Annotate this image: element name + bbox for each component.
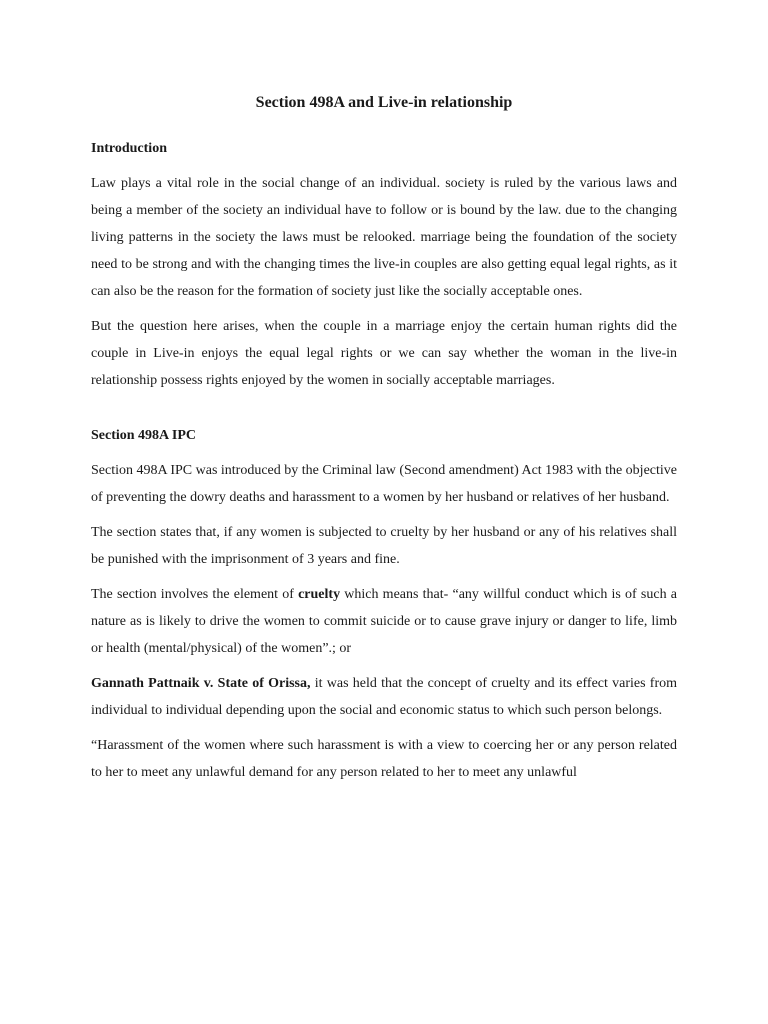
intro-paragraph-1: Law plays a vital role in the social change of an individual. society is ruled by the various laws and being a member of the society an individual have to follow or is bound by the law. due to the changing living patterns in the society the laws must be relooked. marriage being the foundation of the society need to be strong and with the changing times the live-in couples are also getting equal legal rights, as it can also be the reason for the formation of society just like the socially acceptable ones. xyxy=(91,176,677,299)
intro-paragraph-2: But the question here arises, when the couple in a marriage enjoy the certain human rights did the couple in Live-in enjoys the equal legal rights or we can say whether the woman in the live-in relationship possess rights enjoyed by the women in socially acceptable marriages. xyxy=(91,319,677,388)
document-title: Section 498A and Live-in relationship xyxy=(255,94,513,111)
ipc-paragraph-1: Section 498A IPC was introduced by the Criminal law (Second amendment) Act 1983 with the objective of preventing the dowry deaths and harassment to a women by her husband or relatives of her husband. xyxy=(91,463,677,505)
ipc-paragraph-2: The section states that, if any women is subjected to cruelty by her husband or any of his relatives shall be punished with the imprisonment of 3 years and fine. xyxy=(91,525,677,567)
heading-section-498a: Section 498A IPC xyxy=(91,428,196,443)
heading-introduction: Introduction xyxy=(91,141,167,156)
cruelty-term: cruelty xyxy=(298,587,341,602)
ipc-p3-text-before: The section involves the element of xyxy=(91,587,299,602)
case-citation: Gannath Pattnaik v. State of Orissa, xyxy=(91,676,311,691)
document-page xyxy=(91,92,677,794)
ipc-paragraph-5: “Harassment of the women where such harassment is with a view to coercing her or any person related to her to meet any unlawful demand for any person related to her to meet any unlawful xyxy=(91,738,677,780)
ipc-paragraph-4 xyxy=(91,670,677,724)
ipc-p4-text-after: it was held that the concept of cruelty and its effect varies from individual to individual depending upon the social and economic status to which such person belongs. xyxy=(91,676,678,718)
section-spacer xyxy=(91,402,677,426)
ipc-p3-text-after: which means that- “any willful conduct which is of such a nature as is likely to drive the women to commit suicide or to cause grave injury or danger to life, limb or health (mental/physical) of the women”.; or xyxy=(91,587,677,656)
ipc-paragraph-3 xyxy=(91,581,677,662)
